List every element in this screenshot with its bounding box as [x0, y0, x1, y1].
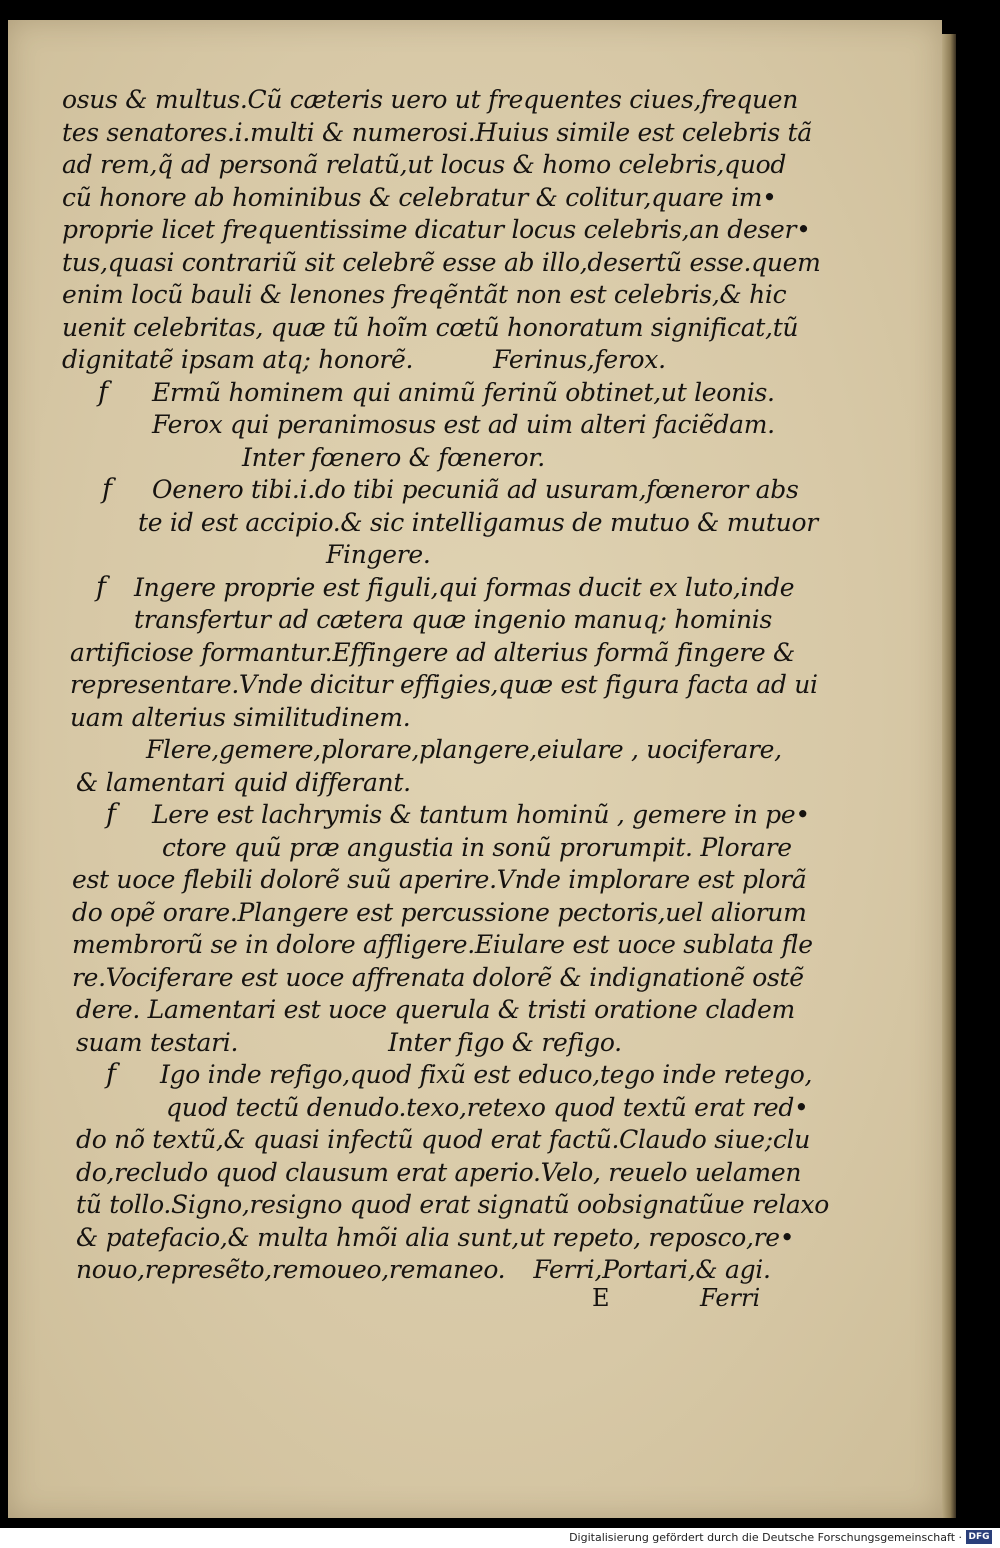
text-line-part: nouo,represẽto,remoueo,remaneo. [76, 1255, 506, 1284]
text-line [62, 799, 810, 832]
text-line: artificiose formantur.Effingere ad alterius formã fingere & [70, 637, 796, 667]
text-line: Ferox qui peranimosus est ad uim alteri faciẽdam. [152, 410, 775, 439]
text-line [62, 474, 799, 507]
section-initial: f [96, 571, 106, 603]
text-line-part: Lere est lachrymis & tantum hominũ , gemere in pe• [152, 800, 810, 829]
section-initial: f [98, 376, 108, 408]
text-line: re.Vociferare est uoce affrenata dolorẽ & indignationẽ ostẽ [72, 962, 804, 992]
text-line: proprie licet frequentissime dicatur locus celebris,an deser• [62, 215, 811, 244]
text-line: uam alterius similitudinem. [70, 702, 411, 732]
section-initial: f [102, 474, 112, 505]
text-line: osus & multus.Cũ cæteris uero ut frequentes ciues,frequen [62, 85, 799, 114]
page-text [62, 84, 830, 1287]
text-line: dere. Lamentari est uoce querula & tristi oratione cladem [76, 995, 795, 1024]
heading-fingere: Fingere. [326, 540, 431, 569]
text-line: cũ honore ab hominibus & celebratur & colitur,quare im• [62, 182, 777, 212]
signature-mark: E [592, 1284, 610, 1312]
page-edge [942, 34, 956, 1518]
text-line: tus,quasi contrariũ sit celebrẽ esse ab illo,desertũ esse.quem [62, 247, 821, 277]
section-initial: f [106, 799, 116, 830]
heading-foenero: Inter fœnero & fœneror. [242, 442, 545, 472]
text-line: do opẽ orare.Plangere est percussione pectoris,uel aliorum [72, 897, 807, 927]
text-line-part: Oenero tibi.i.do tibi pecuniã ad usuram,fœneror abs [152, 475, 799, 504]
heading-ferri: Ferri,Portari,& agi. [533, 1255, 771, 1284]
text-line-part: dignitatẽ ipsam atq; honorẽ. [62, 345, 414, 374]
text-line: do,recludo quod clausum erat aperio.Velo, reuelo uelamen [76, 1157, 802, 1187]
text-line-part: Ingere proprie est figuli,qui formas ducit ex luto,inde [134, 572, 795, 602]
text-line: enim locũ bauli & lenones freqẽntãt non est celebris,& hic [62, 280, 787, 309]
text-line [62, 1027, 782, 1060]
text-line-part: suam testari. [76, 1027, 239, 1057]
dfg-logo: DFG [966, 1530, 992, 1544]
text-line-part: Igo inde refigo,quod fixũ est educo,tego inde retego, [160, 1060, 813, 1089]
heading-ferinus: Ferinus,ferox. [493, 345, 666, 374]
text-line: ad rem,q̃ ad personã relatũ,ut locus & homo celebris,quod [62, 150, 787, 179]
text-line: transfertur ad cætera quæ ingenio manuq; hominis [134, 605, 772, 634]
heading-flere-cont: & lamentari quid differant. [76, 767, 411, 797]
text-line: est uoce flebili dolorẽ suũ aperire.Vnde implorare est plorã [72, 865, 807, 894]
heading-flere: Flere,gemere,plorare,plangere,eiulare , uociferare, [146, 735, 782, 764]
text-line: membrorũ se in dolore affligere.Eiulare est uoce sublata fle [72, 930, 813, 959]
text-line: ctore quũ præ angustia in sonũ prorumpit. Plorare [162, 832, 792, 862]
text-line [62, 344, 782, 377]
digitization-credit: Digitalisierung gefördert durch die Deutsche Forschungsgemeinschaft · [569, 1531, 962, 1544]
text-line: quod tectũ denudo.texo,retexo quod textũ erat red• [166, 1092, 809, 1122]
text-line [62, 377, 782, 410]
text-line: do nõ textũ,& quasi infectũ quod erat factũ.Claudo siue;clu [76, 1125, 811, 1154]
text-line [62, 571, 795, 605]
text-line: & patefacio,& multa hmõi alia sunt,ut repeto, reposco,re• [76, 1222, 795, 1252]
text-line: tes senatores.i.multi & numerosi.Huius simile est celebris tã [62, 117, 812, 147]
text-line: representare.Vnde dicitur effigies,quæ est figura facta ad ui [70, 670, 818, 699]
heading-figo: Inter figo & refigo. [388, 1027, 622, 1057]
catchword: Ferri [700, 1284, 761, 1312]
text-line [62, 1254, 782, 1287]
section-initial: f [106, 1059, 116, 1090]
text-line: tũ tollo.Signo,resigno quod erat signatũ oobsignatũue relaxo [76, 1190, 830, 1219]
text-line: uenit celebritas, quæ tũ hoĩm cœtũ honoratum significat,tũ [62, 312, 799, 342]
text-line-part: Ermũ hominem qui animũ ferinũ obtinet,ut leonis. [152, 377, 775, 407]
text-line: te id est accipio.& sic intelligamus de mutuo & mutuor [138, 507, 818, 537]
text-line [62, 1059, 813, 1092]
